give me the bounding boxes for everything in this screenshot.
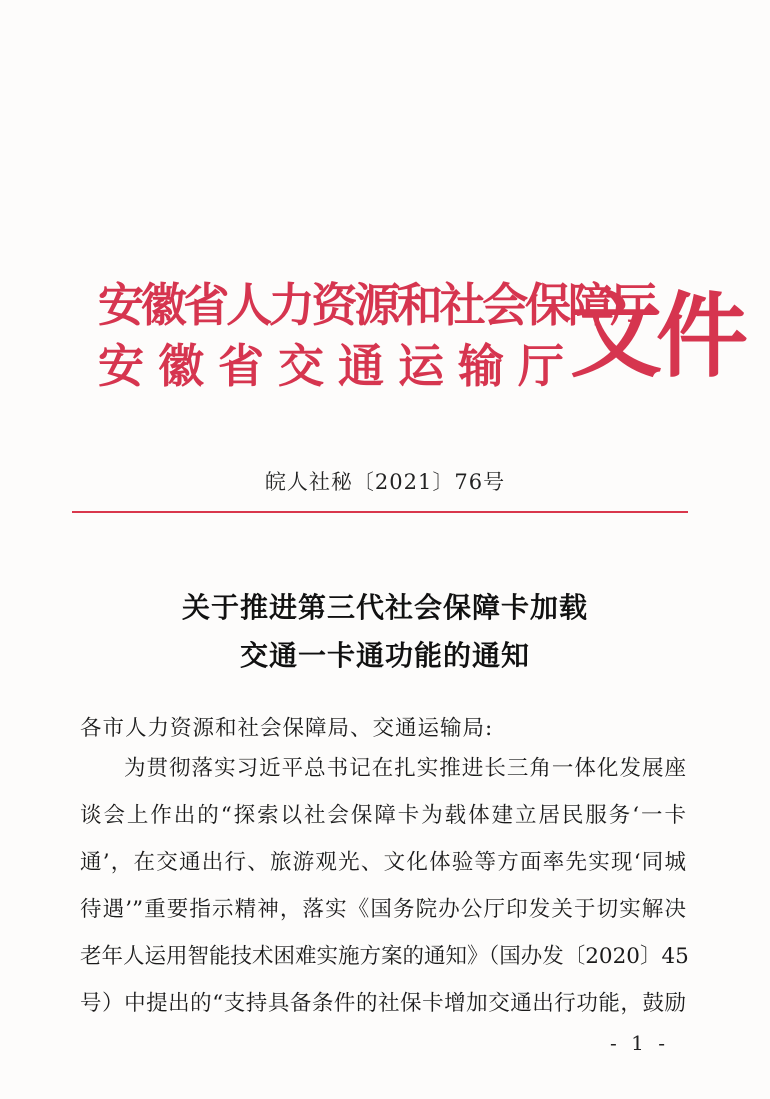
body-line-3: 通’，在交通出行、旅游观光、文化体验等方面率先实现‘同城 [80,850,686,875]
body-line-5: 老年人运用智能技术困难实施方案的通知》（国办发〔2020〕45 [80,944,689,969]
body-line-2: 谈会上作出的“探索以社会保障卡为载体建立居民服务‘一卡 [80,803,686,828]
document-title-line-1: 关于推进第三代社会保障卡加载 [181,591,588,624]
document-title-line-2: 交通一卡通功能的通知 [239,639,530,672]
document-type-label: 文件 [570,282,743,390]
body-line-6: 号）中提出的“支持具备条件的社保卡增加交通出行功能，鼓励 [80,991,686,1016]
page-number: - 1 - [610,1031,669,1055]
issuing-org-1: 安徽省人力资源和社会保障厅 [98,278,654,332]
document-number: 皖人社秘〔2021〕76号 [264,470,506,494]
addressee: 各市人力资源和社会保障局、交通运输局: [80,716,494,741]
body-line-4: 待遇’”重要指示精神，落实《国务院办公厅印发关于切实解决 [80,897,686,922]
red-separator-line [72,511,688,513]
document-header [0,0,770,440]
issuing-org-2: 安徽省交通运输厅 [98,339,578,393]
body-line-1: 为贯彻落实习近平总书记在扎实推进长三角一体化发展座 [124,756,686,781]
